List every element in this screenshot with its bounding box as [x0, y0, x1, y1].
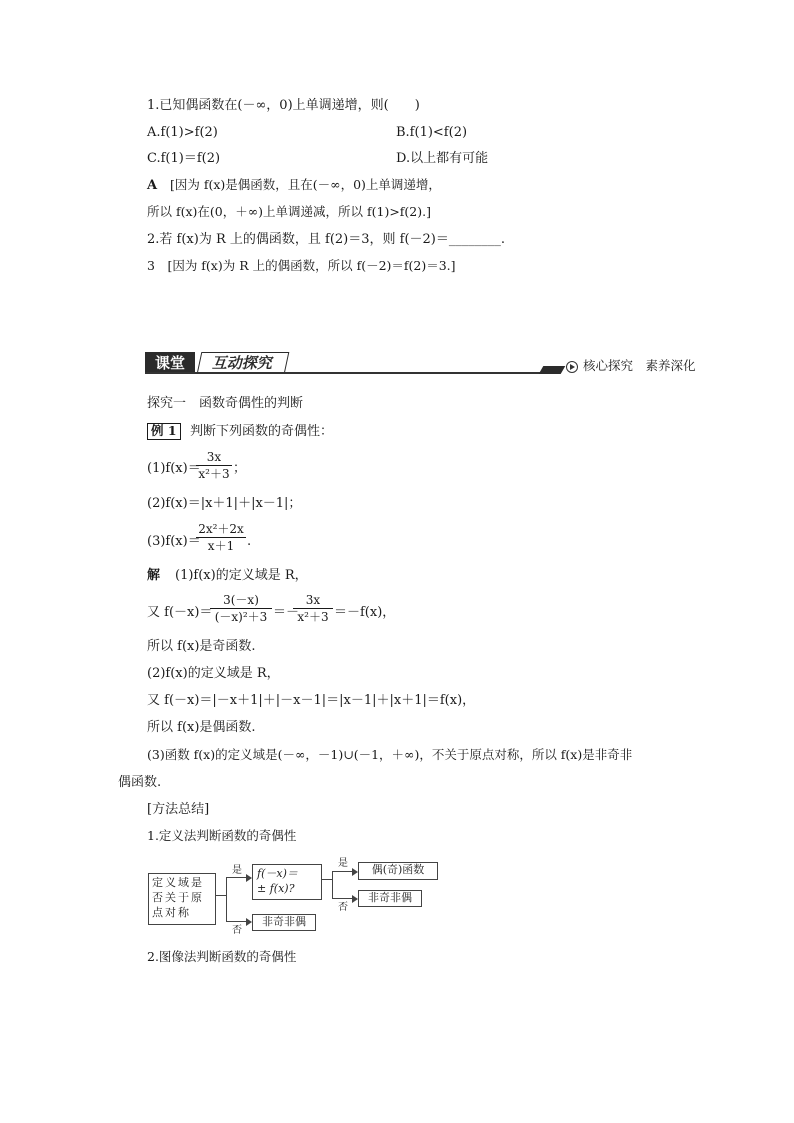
solution-line-3: 所以 f(x)是奇函数. — [147, 639, 256, 654]
banner-right-text: 核心探究 素养深化 — [583, 358, 696, 373]
q1-stem: 1.已知偶函数在(－∞，0)上单调递增，则( ) — [147, 98, 420, 113]
solution-fraction-2 — [293, 594, 333, 623]
flow-arrow-line — [216, 895, 226, 896]
q2-answer: 3 [因为 f(x)为 R 上的偶函数，所以 f(－2)＝f(2)＝3.] — [147, 258, 456, 273]
solution-line-4: (2)f(x)的定义域是 R， — [147, 666, 280, 681]
flow-box-even-odd: 偶(奇)函数 — [358, 862, 438, 880]
item-2: (2)f(x)＝|x＋1|＋|x－1|； — [147, 496, 302, 511]
banner-right-block — [539, 366, 566, 374]
flow-box-check — [252, 864, 322, 900]
solution-line-2-end: ＝－f(x)， — [334, 605, 396, 620]
flow-box-domain: 定义域是否关于原点对称 — [148, 873, 216, 925]
item-3-numerator: 2x²＋2x — [198, 522, 244, 536]
solution-line-7: (3)函数 f(x)的定义域是(－∞，－1)∪(－1，＋∞)，不关于原点对称，所以 f(x)是非奇非 — [147, 747, 633, 762]
flow-box-neither-1: 非奇非偶 — [252, 914, 316, 931]
fraction-bar — [210, 608, 272, 609]
banner-tag-2: 互动探究 — [197, 352, 290, 374]
solution-line-8: 偶函数. — [118, 775, 162, 790]
solution-line-6: 所以 f(x)是偶函数. — [147, 720, 256, 735]
flow-box-check-line-1: f(－x)＝ — [257, 867, 298, 880]
flow-arrow-line — [226, 877, 246, 878]
solution-line-5: 又 f(－x)＝|－x＋1|＋|－x－1|＝|x－1|＋|x＋1|＝f(x)， — [147, 693, 476, 708]
item-1-denominator: x²＋3 — [198, 467, 230, 481]
flow-box-check-line-2: ± f(x)? — [257, 881, 295, 895]
item-1-end: ； — [233, 461, 247, 476]
item-1-fraction — [196, 451, 232, 480]
example-text: 判断下列函数的奇偶性： — [190, 424, 334, 439]
banner-rule — [145, 372, 547, 374]
fraction-bar — [196, 537, 246, 538]
flow-arrow-line — [332, 898, 352, 899]
q1-option-a: A.f(1)>f(2) — [147, 125, 218, 140]
solution-numerator-1: 3(－x) — [223, 593, 259, 607]
solution-label: 解 — [147, 568, 161, 583]
fraction-bar — [293, 608, 333, 609]
method-item-1: 1.定义法判断函数的奇偶性 — [147, 828, 297, 843]
flowchart — [148, 856, 438, 936]
item-3-left: (3)f(x)＝ — [147, 534, 201, 549]
flow-arrow-line — [332, 871, 352, 872]
section-banner — [145, 352, 707, 376]
fraction-bar — [196, 465, 232, 466]
play-circle-icon — [566, 361, 578, 373]
flow-label-yes-1: 是 — [232, 865, 242, 876]
solution-denominator-1: (－x)²＋3 — [214, 610, 268, 624]
solution-denominator-2: x²＋3 — [297, 610, 329, 624]
q1-option-d: D.以上都有可能 — [396, 151, 489, 166]
solution-line-2-mid: ＝－ — [273, 605, 300, 620]
flow-label-yes-2: 是 — [338, 858, 348, 869]
flow-arrow-line — [332, 871, 333, 898]
item-1-left: (1)f(x)＝ — [147, 461, 201, 476]
q2-stem: 2.若 f(x)为 R 上的偶函数，且 f(2)＝3，则 f(－2)＝________. — [147, 232, 505, 247]
solution-numerator-2: 3x — [305, 593, 321, 607]
q1-option-b: B.f(1)<f(2) — [396, 125, 468, 140]
solution-line-2-left: 又 f(－x)＝ — [147, 605, 213, 620]
item-3-denominator: x＋1 — [207, 539, 235, 553]
q1-answer-letter: A — [147, 178, 158, 193]
example-label: 例 1 — [147, 423, 181, 440]
flow-label-no-1: 否 — [232, 925, 242, 936]
method-title: [方法总结] — [147, 802, 210, 817]
q1-option-c: C.f(1)＝f(2) — [147, 151, 221, 166]
item-1-numerator: 3x — [206, 450, 222, 464]
item-3-fraction — [196, 523, 246, 552]
method-item-2: 2.图像法判断函数的奇偶性 — [147, 949, 297, 964]
flow-box-neither-2: 非奇非偶 — [358, 890, 422, 907]
q1-answer-line1: [因为 f(x)是偶函数，且在(－∞，0)上单调递增， — [170, 177, 441, 192]
banner-tag-1: 课堂 — [145, 352, 195, 374]
flow-label-no-2: 否 — [338, 902, 348, 913]
q1-answer-line2: 所以 f(x)在(0，＋∞)上单调递减，所以 f(1)>f(2).] — [147, 204, 431, 219]
solution-line-1: (1)f(x)的定义域是 R， — [175, 568, 308, 583]
flow-arrow-line — [226, 921, 246, 922]
section-title: 探究一 函数奇偶性的判断 — [147, 396, 304, 411]
solution-fraction-1 — [210, 594, 272, 623]
flow-arrow-line — [322, 879, 332, 880]
item-3-end: . — [247, 534, 252, 549]
flow-arrow-line — [226, 877, 227, 921]
